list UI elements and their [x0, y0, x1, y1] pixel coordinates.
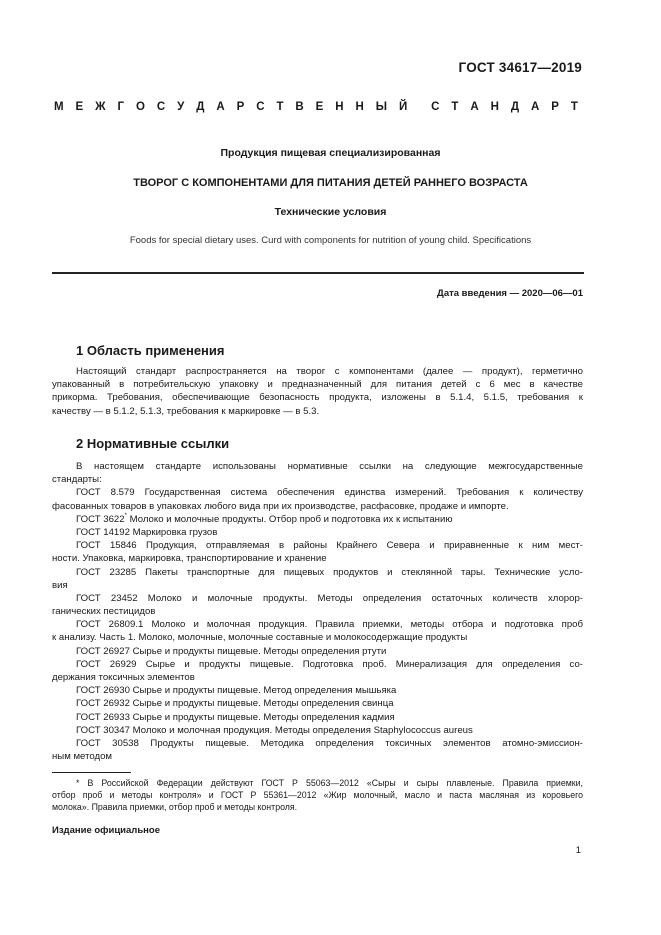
- text-line: упакованный в потребительскую упаковку и предназначенный для питания детей с 6 мес в качестве: [52, 379, 583, 391]
- spec-subtitle: Технические условия: [274, 206, 387, 218]
- banner-letter: Г: [117, 101, 125, 113]
- banner-letter: Т: [570, 101, 578, 113]
- footnote-line: отбор проб и методы контроля» и ГОСТ Р 55361—2012 «Жир молочный, масло и паста масляная из коровьего: [52, 790, 583, 800]
- banner-letter: У: [177, 101, 185, 113]
- gost-3622-title: Молоко и молочные продукты. Отбор проб и подготовка их к испытанию: [126, 513, 453, 525]
- introduction-date: Дата введения — 2020—06—01: [437, 288, 583, 299]
- official-edition-label: Издание официальное: [52, 825, 160, 836]
- banner-letter: Н: [355, 101, 364, 113]
- banner-letter: С: [256, 101, 265, 113]
- banner-letter: С: [156, 101, 166, 113]
- reference-line: фасованных товаров в упаковках любого вида при их производстве, расфасовке, продаже и импорте.: [52, 500, 509, 512]
- reference-line: ганических пестицидов: [52, 606, 156, 618]
- section-2-heading: 2 Нормативные ссылки: [76, 436, 230, 451]
- section-1-body: [52, 365, 583, 418]
- reference-line: ГОСТ 23452 Молоко и молочные продукты. Методы определения остаточных количеств хлорор-: [76, 592, 583, 604]
- interstate-standard-banner: [54, 101, 578, 113]
- standard-number: ГОСТ 34617—2019: [458, 60, 582, 75]
- banner-letter: А: [216, 101, 225, 113]
- banner-letter: Ы: [375, 101, 388, 113]
- reference-line: ГОСТ 26929 Сырье и продукты пищевые. Подготовка проб. Минерализация для определения со-: [76, 658, 583, 670]
- banner-letter: Р: [236, 101, 245, 113]
- reference-line: ГОСТ 14192 Маркировка грузов: [76, 526, 218, 538]
- footnote-line: * В Российской Федерации действуют ГОСТ Р 55063—2012 «Сыры и сыры плавленые. Правила приемки,: [76, 778, 583, 788]
- banner-letter: А: [470, 101, 479, 113]
- reference-line: к анализу. Часть 1. Молоко, молочные, молочные составные и молокосодержащие продукты: [52, 632, 468, 644]
- reference-line: ГОСТ 26927 Сырье и продукты пищевые. Методы определения ртути: [76, 645, 387, 657]
- banner-letter: Р: [551, 101, 559, 113]
- english-title: Foods for special dietary uses. Curd with components for nutrition of young child. Specifications: [129, 235, 532, 246]
- reference-line: ным методом: [52, 751, 113, 763]
- reference-line: ГОСТ 30538 Продукты пищевые. Методика определения токсичных элементов атомно-эмиссион-: [76, 737, 583, 749]
- banner-letter: Д: [510, 101, 520, 113]
- reference-line: ности. Упаковка, маркировка, транспортирование и хранение: [52, 553, 327, 565]
- reference-line: вия: [52, 579, 68, 591]
- footnote: [52, 777, 583, 813]
- text-line: стандарты:: [52, 474, 102, 486]
- banner-letter: Е: [315, 101, 324, 113]
- banner-letter: Д: [196, 101, 205, 113]
- section-2-body: [52, 460, 583, 763]
- banner-letter: С: [431, 101, 440, 113]
- reference-line-gost-3622: [52, 513, 583, 526]
- banner-letter: М: [54, 101, 64, 113]
- banner-letter: Т: [451, 101, 459, 113]
- text-line: прикорма. Требования, обеспечивающие безопасность продукта, изложены в 5.1.4, 5.1.5, требования к: [52, 392, 583, 404]
- text-line: качеству — в 5.1.2, 5.1.3, требования к маркировке — в 5.3.: [52, 405, 320, 417]
- gost-3622-code: ГОСТ 3622: [76, 513, 125, 525]
- main-title: ТВОРОГ С КОМПОНЕНТАМИ ДЛЯ ПИТАНИЯ ДЕТЕЙ РАННЕГО ВОЗРАСТА: [133, 177, 528, 189]
- text-line: Настоящий стандарт распространяется на творог с компонентами (далее — продукт), герметично: [76, 366, 583, 377]
- reference-line: ГОСТ 26932 Сырье и продукты пищевые. Методы определения свинца: [76, 698, 394, 710]
- banner-letter: О: [135, 101, 145, 113]
- banner-letter: Н: [490, 101, 499, 113]
- title-divider: [52, 272, 584, 274]
- reference-line: ГОСТ 15846 Продукция, отправляемая в районы Крайнего Севера и приравненные к ним мест-: [76, 540, 583, 552]
- banner-letter: В: [295, 101, 304, 113]
- footnote-mark: *: [124, 512, 127, 519]
- banner-letter: А: [530, 101, 540, 113]
- banner-letter: Т: [276, 101, 284, 113]
- section-1-heading: 1 Область применения: [76, 343, 225, 358]
- reference-line: ГОСТ 26933 Сырье и продукты пищевые. Методы определения кадмия: [76, 711, 395, 723]
- reference-line: держания токсичных элементов: [52, 672, 195, 683]
- text-line: В настоящем стандарте использованы нормативные ссылки на следующие межгосударственные: [76, 461, 583, 472]
- banner-letter: Н: [335, 101, 344, 113]
- banner-letter: Ж: [95, 101, 106, 113]
- reference-line: ГОСТ 30347 Молоко и молочная продукция. Методы определения Staphylococcus aureus: [76, 724, 473, 736]
- product-group-title: Продукция пищевая специализированная: [220, 147, 441, 159]
- footnote-line: молока». Правила приемки, отбор проб и методы контроля.: [52, 802, 298, 812]
- banner-letter: Й: [398, 101, 408, 113]
- reference-line: ГОСТ 26930 Сырье и продукты пищевые. Метод определения мышьяка: [76, 685, 397, 697]
- reference-line: ГОСТ 8.579 Государственная система обеспечения единства измерений. Требования к количеству: [76, 487, 583, 499]
- reference-line: ГОСТ 23285 Пакеты транспортные для пищевых продуктов и стеклянной тары. Технические усло-: [76, 566, 583, 578]
- reference-line: ГОСТ 26809.1 Молоко и молочная продукция. Правила приемки, методы отбора и подготовка проб: [76, 619, 583, 631]
- footnote-divider: [52, 772, 131, 773]
- banner-letter: Е: [75, 101, 84, 113]
- page-number: 1: [575, 845, 581, 856]
